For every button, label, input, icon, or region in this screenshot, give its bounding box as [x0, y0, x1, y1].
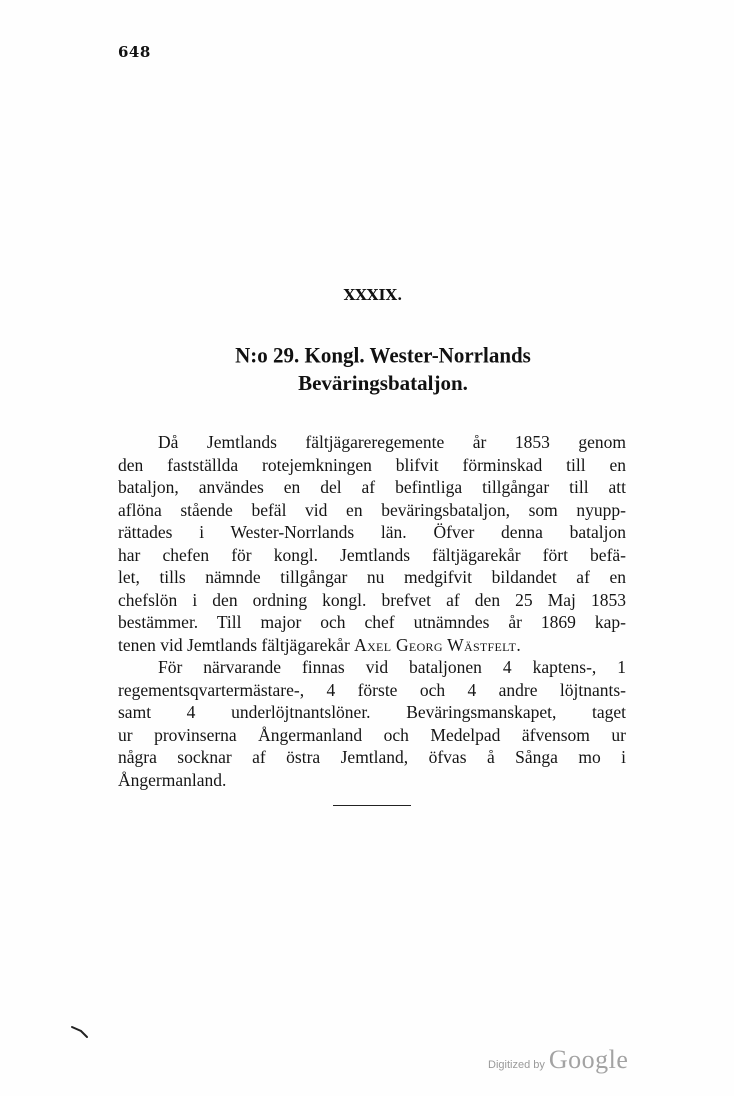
text-line	[118, 634, 626, 657]
text-line	[118, 656, 626, 679]
text-line	[118, 724, 626, 747]
text-line-content: bestämmer. Till major och chef utnämndes år 1869 kap-	[118, 612, 626, 632]
section-number: XXXIX.	[343, 286, 403, 304]
stray-mark-icon	[70, 1025, 90, 1039]
text-line	[118, 521, 626, 544]
text-line	[118, 769, 626, 792]
text-line-content: regementsqvartermästare-, 4 förste och 4 andre löjtnants-	[118, 679, 626, 700]
digitized-by-google-watermark	[488, 1045, 628, 1075]
heading-line-1: N:o 29. Kongl. Wester-Norrlands	[235, 342, 531, 368]
text-line-content: Då Jemtlands fältjägareregemente år 1853 genom	[158, 432, 626, 452]
text-line-content: bataljon, användes en del af befintliga tillgångar till att	[118, 477, 626, 497]
text-line-content: aflöna stående befäl vid en beväringsbataljon, som nyupp-	[118, 499, 626, 520]
trailing-punctuation: .	[516, 634, 521, 655]
google-brand-text: Google	[548, 1045, 629, 1074]
text-line	[118, 476, 626, 499]
text-line-content: ur provinserna Ångermanland och Medelpad äfvensom ur	[118, 724, 626, 745]
text-line	[118, 701, 626, 724]
person-name: Axel Georg Wästfelt	[354, 634, 517, 655]
text-line-content: samt 4 underlöjtnantslöner. Beväringsmanskapet, taget	[118, 702, 626, 722]
text-line-content: chefslön i den ordning kongl. brefvet af den 25 Maj 1853	[118, 589, 626, 610]
body-text	[118, 431, 626, 791]
text-line	[118, 611, 626, 634]
text-line-content: let, tills nämnde tillgångar nu medgifvit bildandet af en	[118, 567, 626, 587]
text-line	[118, 544, 626, 567]
section-divider	[333, 805, 411, 806]
text-line-content: tenen vid Jemtlands fältjägarekår	[118, 634, 355, 655]
page-number: 648	[118, 43, 151, 61]
heading-line-2: Beväringsbataljon.	[298, 371, 468, 395]
text-line	[118, 454, 626, 477]
watermark-prefix: Digitized by	[488, 1059, 545, 1071]
text-line-content: Ångermanland.	[118, 769, 227, 790]
text-line	[118, 589, 626, 612]
text-line	[118, 679, 626, 702]
text-line	[118, 431, 626, 454]
text-line-content: rättades i Wester-Norrlands län. Öfver denna bataljon	[118, 522, 626, 542]
text-line	[118, 746, 626, 769]
text-line-content: den fastställda rotejemkningen blifvit förminskad till en	[118, 454, 626, 475]
text-line-content: några socknar af östra Jemtland, öfvas å Sånga mo i	[118, 747, 626, 767]
text-line-content: För närvarande finnas vid bataljonen 4 kaptens-, 1	[158, 657, 626, 677]
text-line	[118, 566, 626, 589]
text-line	[118, 499, 626, 522]
text-line-content: har chefen för kongl. Jemtlands fältjägarekår fört befä-	[118, 544, 626, 565]
